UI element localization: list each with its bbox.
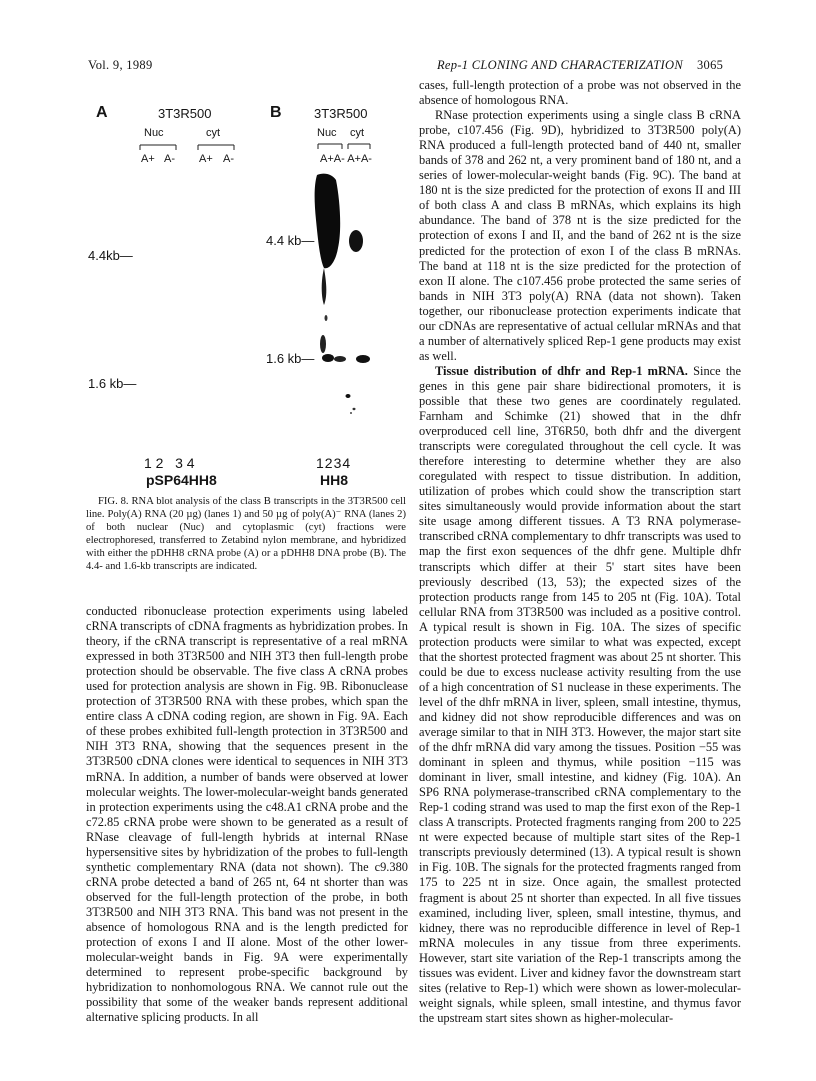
panel-a-lane-numbers: 1 2 3 4 [144, 455, 195, 471]
panel-a-nuc-label: Nuc [144, 127, 164, 139]
figure-8 [80, 100, 410, 490]
panel-b-probe-label: HH8 [320, 472, 349, 488]
caption-text: FIG. 8. RNA blot analysis of the class B transcripts in the 3T3R500 cell line. Poly(A) RNA (20 µg) (lanes 1) and 50 µg of poly(A)⁻ RNA (lanes 2) of both nuclear (Nuc) and cytoplasmic (cyt) fractions were electrophoresed, transferred to Zetabind nylon membrane, and hybridized with either the pDHH8 cRNA probe (A) or a pDHH8 DNA probe (B). The 4.4- and 1.6-kb transcripts are indicated. [86, 496, 406, 573]
panel-b-cyt-label: cyt [350, 127, 365, 139]
panel-a-lane-mark: A- [164, 153, 175, 165]
panel-b-lane-marks: A+A- A+A- [320, 153, 372, 165]
panel-a-lane-mark: A+ [141, 153, 155, 165]
header-volume: Vol. 9, 1989 [88, 58, 153, 72]
panel-a-cell-line: 3T3R500 [158, 106, 212, 121]
header-page-number: 3065 [697, 58, 724, 72]
panel-a-lane-mark: A+ [199, 153, 213, 165]
panel-b-nuc-label: Nuc [317, 127, 337, 139]
panel-a-cyt-label: cyt [206, 127, 221, 139]
panel-b-letter: B [270, 104, 282, 121]
panel-b-lane-numbers: 1234 [316, 455, 352, 471]
panel-a-letter: A [96, 104, 108, 121]
section-body: Since the genes in this gene pair share bidirectional promoters, it is possible that these two genes are coordinately regulated. Farnham and Schimke (21) showed that in the dhfr overproduced cell line, 3T6R50, both dhfr and the divergent transcripts were coregulated throughout the cell cycle. It was therefore interesting to determine whether they are also coregulated with respect to tissue distribution. In addition, utilization of probes which could show the transcription start sites simultaneously would provide information about the start site usage among different tissues. A T3 RNA polymerase-transcribed cRNA complementary to dhfr transcripts was used to map the first exon sequences of the dhfr gene. Multiple dhfr transcripts which differ at their 5' start sites have been previously described (13, 53); the expected sizes of the protection products range from 145 to 205 nt (Fig. 10A). Total cellular RNA from 3T3R500 was included as a positive control. A typical result is shown in Fig. 10A. The sizes of specific protection products were similar to what was expected, except that the shortest protected fragment was about 25 nt shorter. This could be due to excess nuclease activity resulting from the use of a high concentration of S1 nuclease in these experiments. The level of the dhfr mRNA in liver, spleen, small intestine, thymus, and kidney did not show reproducible differences and was on average similar to that in NIH 3T3. However, the major start site of the dhfr mRNA did vary among the tissues. Position −55 was dominant in spleen and thymus, while position −115 was dominant in liver, small intestine, and kidney (Fig. 10A). An SP6 RNA polymerase-transcribed cRNA complementary to the Rep-1 coding strand was used to map the first exon of the Rep-1 class A transcripts. Protected fragments ranging from 200 to 225 nt were expected because of multiple start sites of the Rep-1 transcripts previously determined (13). A typical result is shown in Fig. 10B. The signals for the protected fragments ranged from 175 to 225 nt in size. Once again, the smallest protected fragment is about 25 nt shorter than expected. In all five tissues examined, including liver, spleen, small intestine, thymus, and kidney, there was no reproducible difference in level of Rep-1 mRNA molecules in any tissue from three experiments. However, start site variation of the Rep-1 transcripts among the tissues was evident. Liver and kidney favor the downstream start sites (relative to Rep-1) which were shown as lower-molecular-weight signals, while spleen, small intestine, and thymus favor the upstream start sites shown as higher-molecular- [419, 363, 741, 1025]
panel-b-marker-4-4kb: 4.4 kb— [266, 233, 315, 248]
right-column [419, 78, 741, 1026]
left-column [86, 604, 408, 1025]
right-paragraph-2: RNase protection experiments using a single class B cRNA probe, c107.456 (Fig. 9D), hybridized to 3T3R500 poly(A) RNA produced a full-length protected band of 440 nt, smaller bands of 378 and 262 nt, a very prominent band of 180 nt, and a series of lower-molecular-weight bands (Fig. 9C). The band at 180 nt is the size predicted for the protection of exons II and III of both class A and class B mRNAs, which explains its high abundance. The band of 378 nt is the size predicted for the protection of exons I and II, and the band of 262 nt is the size predicted for the protection of exon I of the class B mRNAs. The band at 118 nt is the size predicted for the protection of exon II alone. The c107.456 probe protected the same series of bands in NIH 3T3 poly(A) RNA (data not shown). Taken together, our ribonuclease protection experiments indicate that our cDNAs are representative of actual cellular mRNAs and that a number of alternatively spliced Rep-1 gene products may exist as well. [419, 108, 741, 363]
right-paragraph-3 [419, 364, 741, 1026]
right-paragraph-1: cases, full-length protection of a probe was not observed in the absence of homologous RNA. [419, 78, 741, 108]
panel-b-cell-line: 3T3R500 [314, 106, 368, 121]
figure-caption [86, 495, 406, 574]
header-running-title: Rep-1 CLONING AND CHARACTERIZATION [437, 58, 683, 72]
panel-a-marker-4-4kb: 4.4kb— [88, 248, 133, 263]
left-paragraph: conducted ribonuclease protection experiments using labeled cRNA transcripts of cDNA fragments as hybridization probes. In theory, if the cRNA transcript is representative of a real mRNA expressed in both 3T3R500 and NIH 3T3 then full-length probe protection should be observable. The five class A cRNA probes used for protection analysis are shown in Fig. 9B. Ribonuclease protection of 3T3R500 RNA with these probes, which span the entire class A cDNA coding region, are shown in Fig. 9A. Each of these probes exhibited full-length protection in 3T3R500 and NIH 3T3 RNA, showing that the sequences present in the 3T3R500 cDNA clones were identical to sequences in NIH 3T3 mRNA. In addition, a number of bands were observed at lower molecular weights. The lower-molecular-weight bands generated in protection experiments using the c48.A1 cRNA probe and the c72.85 cRNA probe were shown to be generated as a result of RNase cleavage of full-length hybrids at internal RNase hypersensitive sites by hybridization of the probes to full-length synthetic complementary RNA (data not shown). The c9.380 cRNA probe detected a band of 265 nt, 64 nt shorter than was observed for the full-length protection of the probe, in both 3T3R500 and NIH 3T3 RNA. This band was not present in the absence of homologous RNA and is the length predicted for protection of exons I and II alone. Most of the other lower-molecular-weight bands in Fig. 9A were experimentally determined to represent probe-specific background by hybridization to nonhomologous RNA. We cannot rule out the possibility that some of the weaker bands represent additional alternative splicing products. In all [86, 604, 408, 1025]
panel-a-probe-label: pSP64HH8 [146, 472, 217, 488]
section-heading: Tissue distribution of dhfr and Rep-1 mRNA. [435, 363, 688, 378]
panel-a-lane-mark: A- [223, 153, 234, 165]
panel-a-marker-1-6kb: 1.6 kb— [88, 376, 137, 391]
panel-b-marker-1-6kb: 1.6 kb— [266, 351, 315, 366]
